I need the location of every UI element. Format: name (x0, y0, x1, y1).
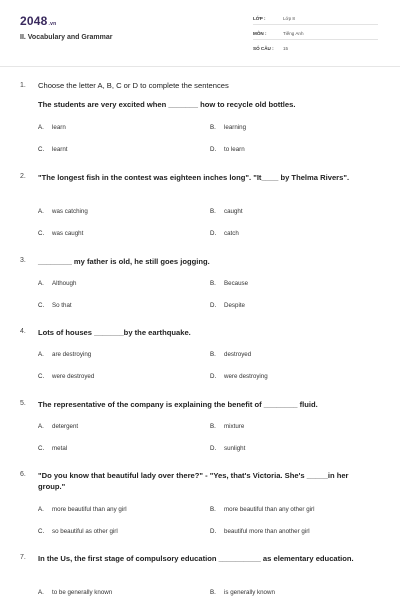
section-title: II. Vocabulary and Grammar (20, 34, 113, 41)
question-text: Lots of houses _______by the earthquake. (38, 328, 191, 337)
option-b[interactable]: B. learning (210, 124, 247, 131)
option-a[interactable]: A. more beautiful than any girl (38, 506, 127, 513)
option-d[interactable]: D. catch (210, 230, 239, 237)
option-b[interactable]: B. more beautiful than any other girl (210, 506, 315, 513)
meta-value: Lớp 8 (283, 16, 295, 21)
question-number: 4. (20, 328, 26, 335)
option-d[interactable]: D. Despite (210, 302, 245, 309)
question-text: The representative of the company is explaining the benefit of ________ fluid. (38, 400, 318, 409)
option-a[interactable]: A. was catching (38, 208, 88, 215)
question-number: 5. (20, 400, 26, 407)
meta-key: MÔN : (253, 31, 267, 36)
question-number: 2. (20, 173, 26, 180)
question-number: 1. (20, 82, 26, 89)
header-divider (0, 66, 400, 67)
question-number: 6. (20, 471, 26, 478)
meta-value: Tiếng Anh (283, 31, 304, 36)
option-d[interactable]: D. beautiful more than another girl (210, 528, 310, 535)
option-c[interactable]: C. so beautiful as other girl (38, 528, 118, 535)
question-number: 7. (20, 554, 26, 561)
option-c[interactable]: C. So that (38, 302, 72, 309)
option-a[interactable]: A. are destroying (38, 351, 92, 358)
option-a[interactable]: A. learn (38, 124, 66, 131)
question-text: "Do you know that beautiful lady over there?" - "Yes, that's Victoria. She's _____in her group." (38, 471, 349, 491)
option-b[interactable]: B. caught (210, 208, 243, 215)
worksheet-header (0, 0, 400, 66)
option-a[interactable]: A. to be generally known (38, 589, 113, 596)
question-text: In the Us, the first stage of compulsory education __________ as elementary education. (38, 554, 354, 563)
question-text: "The longest fish in the contest was eighteen inches long". "It____ by Thelma Rivers". (38, 173, 350, 182)
meta-key: SỐ CÂU : (253, 46, 274, 51)
option-d[interactable]: D. sunlight (210, 445, 246, 452)
question-text: ________ my father is old, he still goes jogging. (38, 257, 210, 266)
option-d[interactable]: D. were destroying (210, 373, 268, 380)
option-c[interactable]: C. learnt (38, 146, 68, 153)
logo: 2048.vn (20, 14, 57, 28)
option-c[interactable]: C. was caught (38, 230, 84, 237)
instruction-text: Choose the letter A, B, C or D to complete the sentences (38, 81, 229, 90)
question-number: 3. (20, 257, 26, 264)
meta-key: LỚP : (253, 16, 266, 21)
question-text: The students are very excited when _______ how to recycle old bottles. (38, 100, 296, 109)
option-b[interactable]: B. mixture (210, 423, 245, 430)
option-d[interactable]: D. to learn (210, 146, 245, 153)
option-a[interactable]: A. detergent (38, 423, 79, 430)
option-c[interactable]: C. were destroyed (38, 373, 95, 380)
option-b[interactable]: B. Because (210, 280, 249, 287)
meta-value: 15 (283, 46, 289, 51)
option-a[interactable]: A. Although (38, 280, 77, 287)
option-b[interactable]: B. destroyed (210, 351, 252, 358)
meta-underline (253, 24, 378, 25)
option-c[interactable]: C. metal (38, 445, 68, 452)
option-b[interactable]: B. is generally known (210, 589, 275, 596)
meta-underline (253, 39, 378, 40)
